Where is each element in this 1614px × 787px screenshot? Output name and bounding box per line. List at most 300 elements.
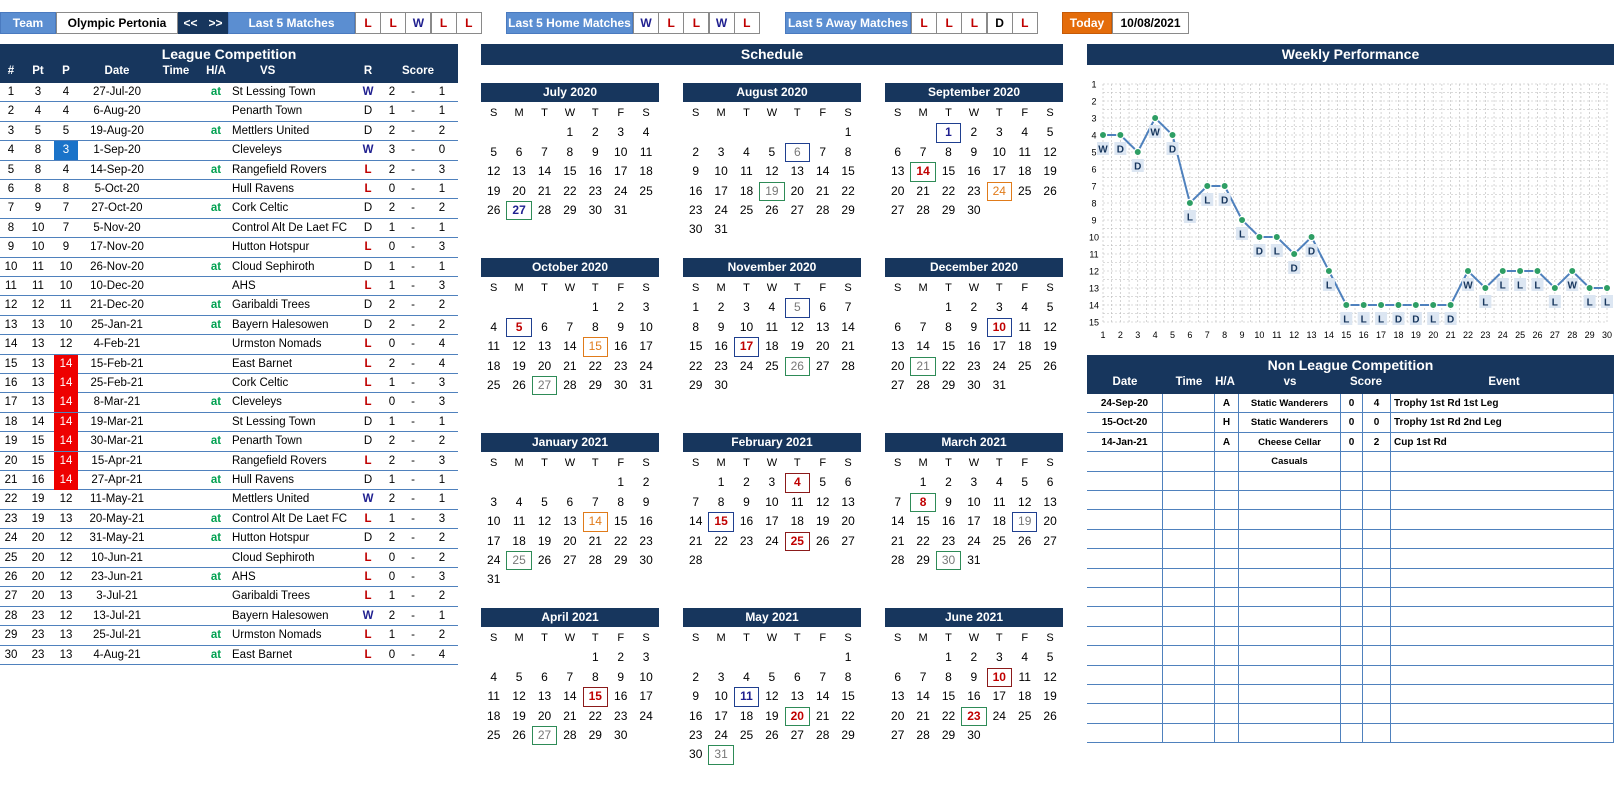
calendar-day[interactable]: 21 [537,183,552,198]
calendar-day[interactable]: 12 [512,689,526,704]
calendar-day[interactable]: 2 [970,300,978,315]
league-row[interactable] [0,568,458,587]
calendar-day[interactable]: 2 [591,125,599,140]
calendar-day[interactable]: 19 [790,339,804,354]
match-day[interactable]: 17 [734,337,759,356]
calendar-day[interactable]: 4 [995,475,1003,490]
calendar-day[interactable]: 2 [970,650,978,665]
calendar-day[interactable]: 28 [588,553,602,567]
calendar-day[interactable]: 21 [841,339,855,354]
league-row[interactable] [0,238,458,257]
calendar-day[interactable]: 8 [844,144,852,159]
calendar-day[interactable]: 19 [487,183,501,198]
calendar-day[interactable]: 24 [714,728,728,742]
match-day[interactable]: 10 [987,318,1012,337]
calendar-day[interactable]: 11 [1018,144,1031,159]
calendar-day[interactable]: 2 [945,475,952,490]
calendar-day[interactable]: 19 [1043,339,1057,354]
calendar-day[interactable]: 27 [891,728,905,742]
calendar-day[interactable]: 15 [841,689,855,704]
calendar-day[interactable]: 17 [765,514,779,529]
calendar-day[interactable]: 23 [588,183,602,198]
calendar-day[interactable]: 17 [714,183,728,198]
match-day[interactable]: 19 [1012,512,1037,531]
calendar-day[interactable]: 20 [891,183,905,198]
calendar-day[interactable]: 18 [1018,689,1032,704]
calendar-day[interactable]: 17 [639,339,653,354]
calendar-day[interactable]: 14 [537,164,552,179]
calendar-day[interactable]: 7 [692,494,700,509]
calendar-day[interactable]: 31 [714,222,728,237]
calendar-day[interactable]: 18 [790,514,804,529]
league-row[interactable] [0,102,458,121]
calendar-day[interactable]: 12 [1018,494,1032,509]
calendar-day[interactable]: 19 [816,514,830,529]
calendar-day[interactable]: 6 [894,319,902,334]
calendar-day[interactable]: 6 [894,144,902,159]
calendar-day[interactable]: 30 [689,747,703,762]
calendar-day[interactable]: 16 [967,339,981,354]
calendar-day[interactable]: 12 [1043,144,1057,159]
calendar-day[interactable]: 1 [591,650,599,665]
calendar-day[interactable]: 14 [891,514,905,529]
calendar-day[interactable]: 18 [1018,164,1032,179]
calendar-day[interactable]: 16 [614,339,628,354]
calendar-day[interactable]: 16 [689,183,703,198]
calendar-day[interactable]: 5 [1021,475,1029,490]
non-league-row[interactable] [1087,452,1614,471]
match-day[interactable]: 24 [987,182,1012,201]
calendar-day[interactable]: 19 [512,708,526,723]
calendar-day[interactable]: 5 [1046,125,1054,140]
calendar-day[interactable]: 6 [1046,475,1054,490]
calendar-day[interactable]: 2 [692,669,700,684]
calendar-day[interactable]: 28 [689,553,703,567]
match-day[interactable]: 5 [785,298,810,317]
calendar-day[interactable]: 4 [1021,125,1029,140]
calendar-day[interactable]: 16 [588,164,602,179]
calendar-day[interactable]: 12 [1043,669,1057,684]
calendar-day[interactable]: 18 [1018,339,1032,354]
match-day[interactable]: 14 [583,512,608,531]
calendar-day[interactable]: 28 [916,378,930,392]
calendar-day[interactable]: 28 [537,203,552,217]
calendar-day[interactable]: 24 [992,708,1006,723]
calendar-day[interactable]: 17 [992,689,1006,704]
calendar-day[interactable]: 7 [919,144,927,159]
calendar-day[interactable]: 12 [790,319,804,334]
calendar-day[interactable]: 10 [639,669,653,684]
calendar-day[interactable]: 2 [970,125,978,140]
calendar-day[interactable]: 9 [591,144,599,159]
calendar-day[interactable]: 14 [563,689,577,704]
league-row[interactable] [0,83,458,102]
calendar-day[interactable]: 16 [967,164,981,179]
calendar-day[interactable]: 15 [941,689,956,704]
calendar-day[interactable]: 14 [563,339,577,354]
calendar-day[interactable]: 20 [790,183,804,198]
league-row[interactable] [0,277,458,296]
calendar-day[interactable]: 9 [945,494,952,509]
calendar-day[interactable]: 9 [970,319,978,334]
calendar-day[interactable]: 12 [1043,319,1057,334]
calendar-day[interactable]: 7 [566,669,574,684]
calendar-day[interactable]: 23 [614,358,628,373]
calendar-day[interactable]: 26 [816,533,830,548]
calendar-day[interactable]: 26 [512,728,526,742]
non-league-row[interactable] [1087,569,1614,588]
calendar-day[interactable]: 11 [791,494,804,509]
calendar-day[interactable]: 29 [916,553,930,567]
calendar-day[interactable]: 26 [487,203,501,217]
calendar-day[interactable]: 22 [563,183,577,198]
calendar-day[interactable]: 13 [790,164,804,179]
calendar-day[interactable]: 29 [941,378,956,392]
calendar-day[interactable]: 14 [816,164,830,179]
calendar-day[interactable]: 6 [566,494,574,509]
calendar-day[interactable]: 19 [512,358,526,373]
calendar-day[interactable]: 22 [689,358,703,373]
league-row[interactable] [0,180,458,199]
calendar-day[interactable]: 12 [512,339,526,354]
calendar-day[interactable]: 25 [765,358,779,373]
calendar-day[interactable]: 14 [841,319,855,334]
calendar-day[interactable]: 30 [614,728,628,742]
calendar-day[interactable]: 23 [967,358,981,373]
calendar-day[interactable]: 12 [765,164,779,179]
calendar-day[interactable]: 12 [816,494,830,509]
team-name-field[interactable]: Olympic Pertonia [56,12,178,34]
calendar-day[interactable]: 18 [487,358,501,373]
calendar-day[interactable]: 9 [717,319,725,334]
calendar-day[interactable]: 2 [642,475,650,490]
non-league-row[interactable] [1087,685,1614,704]
non-league-row[interactable] [1087,666,1614,685]
calendar-day[interactable]: 21 [816,708,830,723]
calendar-day[interactable]: 6 [515,144,523,159]
league-row[interactable] [0,587,458,606]
match-day[interactable]: 15 [583,337,608,356]
match-day[interactable]: 25 [506,551,531,570]
non-league-row[interactable] [1087,530,1614,549]
non-league-row[interactable] [1087,433,1614,467]
non-league-row[interactable] [1087,413,1614,432]
calendar-day[interactable]: 28 [816,203,830,217]
league-row[interactable] [0,316,458,335]
calendar-day[interactable]: 13 [537,339,552,354]
calendar-day[interactable]: 20 [537,358,552,373]
calendar-day[interactable]: 6 [819,300,827,315]
calendar-day[interactable]: 20 [512,183,526,198]
calendar-day[interactable]: 5 [515,669,523,684]
calendar-day[interactable]: 29 [614,553,628,567]
calendar-day[interactable]: 24 [992,358,1006,373]
non-league-row[interactable] [1087,491,1614,510]
calendar-day[interactable]: 21 [816,183,830,198]
calendar-day[interactable]: 11 [765,319,779,334]
calendar-day[interactable]: 11 [1018,669,1031,684]
calendar-day[interactable]: 3 [743,300,750,315]
match-day[interactable]: 8 [910,493,935,512]
calendar-day[interactable]: 13 [790,689,804,704]
calendar-day[interactable]: 1 [591,300,599,315]
calendar-day[interactable]: 9 [692,689,700,704]
calendar-day[interactable]: 24 [639,358,653,373]
calendar-day[interactable]: 13 [891,339,905,354]
league-row[interactable] [0,296,458,315]
calendar-day[interactable]: 27 [891,378,905,392]
calendar-day[interactable]: 28 [916,203,930,217]
calendar-day[interactable]: 4 [490,319,498,334]
calendar-day[interactable]: 28 [816,728,830,742]
calendar-day[interactable]: 24 [765,533,779,548]
calendar-day[interactable]: 15 [941,339,956,354]
calendar-day[interactable]: 8 [945,669,952,684]
non-league-row[interactable] [1087,588,1614,607]
match-day[interactable]: 21 [910,357,935,376]
calendar-day[interactable]: 14 [816,689,830,704]
match-day[interactable]: 5 [506,318,531,337]
calendar-day[interactable]: 23 [689,203,703,217]
calendar-day[interactable]: 11 [993,494,1006,509]
calendar-day[interactable]: 24 [967,533,981,548]
league-row[interactable] [0,413,458,432]
next-team-button[interactable]: >> [203,12,228,34]
calendar-day[interactable]: 14 [916,339,930,354]
calendar-day[interactable]: 27 [891,203,905,217]
match-day[interactable]: 19 [759,182,784,201]
calendar-day[interactable]: 3 [768,475,776,490]
non-league-row[interactable] [1087,549,1614,568]
league-row[interactable] [0,626,458,645]
today-date-field[interactable]: 10/08/2021 [1112,12,1189,34]
calendar-day[interactable]: 24 [714,203,728,217]
match-day[interactable]: 10 [987,668,1012,687]
calendar-day[interactable]: 21 [563,358,577,373]
calendar-day[interactable]: 29 [841,728,855,742]
calendar-day[interactable]: 3 [970,475,978,490]
calendar-day[interactable]: 17 [614,164,628,179]
calendar-day[interactable]: 23 [614,708,628,723]
calendar-day[interactable]: 18 [739,183,754,198]
calendar-day[interactable]: 1 [566,125,574,140]
calendar-day[interactable]: 3 [642,300,650,315]
calendar-day[interactable]: 1 [692,300,700,315]
match-day[interactable]: 4 [785,473,810,492]
calendar-day[interactable]: 1 [844,125,852,140]
calendar-day[interactable]: 12 [487,164,501,179]
calendar-day[interactable]: 22 [614,533,628,548]
calendar-day[interactable]: 27 [1043,533,1057,548]
calendar-day[interactable]: 10 [487,514,501,529]
calendar-day[interactable]: 10 [639,319,653,334]
calendar-day[interactable]: 23 [941,533,956,548]
calendar-day[interactable]: 25 [992,533,1006,548]
calendar-day[interactable]: 27 [790,728,804,742]
calendar-day[interactable]: 20 [1043,514,1057,529]
calendar-day[interactable]: 22 [588,708,602,723]
calendar-day[interactable]: 4 [743,669,750,684]
calendar-day[interactable]: 15 [841,164,855,179]
calendar-day[interactable]: 10 [714,689,728,704]
calendar-day[interactable]: 4 [743,144,750,159]
calendar-day[interactable]: 13 [816,319,830,334]
match-day[interactable]: 27 [506,201,531,220]
calendar-day[interactable]: 19 [765,708,779,723]
calendar-day[interactable]: 26 [1018,533,1032,548]
league-row[interactable] [0,549,458,568]
calendar-day[interactable]: 24 [739,358,754,373]
calendar-day[interactable]: 5 [1046,300,1054,315]
calendar-day[interactable]: 16 [739,514,754,529]
calendar-day[interactable]: 3 [995,300,1003,315]
calendar-day[interactable]: 5 [1046,650,1054,665]
calendar-day[interactable]: 6 [541,669,548,684]
calendar-day[interactable]: 31 [487,572,501,587]
calendar-day[interactable]: 8 [945,319,952,334]
calendar-day[interactable]: 16 [714,339,728,354]
calendar-day[interactable]: 22 [941,708,956,723]
calendar-day[interactable]: 7 [819,669,827,684]
calendar-day[interactable]: 28 [841,358,855,373]
calendar-day[interactable]: 6 [541,319,548,334]
calendar-day[interactable]: 9 [617,319,625,334]
calendar-day[interactable]: 18 [639,164,653,179]
calendar-day[interactable]: 11 [487,339,500,354]
calendar-day[interactable]: 14 [916,689,930,704]
calendar-day[interactable]: 31 [614,203,628,217]
match-day[interactable]: 15 [708,512,733,531]
calendar-day[interactable]: 19 [1043,689,1057,704]
calendar-day[interactable]: 7 [919,669,927,684]
calendar-day[interactable]: 26 [537,553,552,567]
calendar-day[interactable]: 22 [841,708,855,723]
calendar-day[interactable]: 26 [765,728,779,742]
calendar-day[interactable]: 12 [765,689,779,704]
calendar-day[interactable]: 29 [689,378,703,392]
calendar-day[interactable]: 5 [490,144,498,159]
league-row[interactable] [0,646,458,665]
calendar-day[interactable]: 3 [995,650,1003,665]
match-day[interactable]: 27 [532,376,557,395]
calendar-day[interactable]: 4 [768,300,776,315]
calendar-day[interactable]: 1 [844,650,852,665]
calendar-day[interactable]: 1 [717,475,725,490]
league-row[interactable] [0,607,458,626]
calendar-day[interactable]: 16 [639,514,653,529]
calendar-day[interactable]: 22 [841,183,855,198]
calendar-day[interactable]: 2 [717,300,725,315]
calendar-day[interactable]: 23 [689,728,703,742]
calendar-day[interactable]: 19 [537,533,552,548]
match-day[interactable]: 30 [936,551,961,570]
match-day[interactable]: 23 [961,707,986,726]
match-day[interactable]: 15 [583,687,608,706]
calendar-day[interactable]: 8 [591,319,599,334]
calendar-day[interactable]: 18 [992,514,1006,529]
calendar-day[interactable]: 31 [967,553,981,567]
non-league-row[interactable] [1087,646,1614,665]
match-day[interactable]: 11 [734,687,759,706]
calendar-day[interactable]: 13 [891,164,905,179]
calendar-day[interactable]: 29 [563,203,577,217]
calendar-day[interactable]: 17 [992,339,1006,354]
calendar-day[interactable]: 2 [617,650,625,665]
calendar-day[interactable]: 5 [768,144,776,159]
calendar-day[interactable]: 21 [916,708,930,723]
league-row[interactable] [0,219,458,238]
calendar-day[interactable]: 25 [1018,183,1032,198]
calendar-day[interactable]: 23 [714,358,728,373]
calendar-day[interactable]: 3 [617,125,625,140]
match-day[interactable]: 27 [532,726,557,745]
calendar-day[interactable]: 11 [639,144,653,159]
calendar-day[interactable]: 4 [490,669,498,684]
calendar-day[interactable]: 11 [740,164,753,179]
calendar-day[interactable]: 3 [490,494,498,509]
calendar-day[interactable]: 25 [1018,708,1032,723]
calendar-day[interactable]: 5 [768,669,776,684]
calendar-day[interactable]: 11 [487,689,500,704]
calendar-day[interactable]: 14 [689,514,703,529]
calendar-day[interactable]: 30 [614,378,628,392]
calendar-day[interactable]: 16 [614,689,628,704]
league-row[interactable] [0,141,458,160]
calendar-day[interactable]: 4 [1021,650,1029,665]
calendar-day[interactable]: 28 [891,553,905,567]
calendar-day[interactable]: 17 [487,533,501,548]
non-league-row[interactable] [1087,472,1614,491]
calendar-day[interactable]: 22 [941,183,956,198]
calendar-day[interactable]: 30 [588,203,602,217]
calendar-day[interactable]: 15 [941,164,956,179]
calendar-day[interactable]: 9 [970,144,978,159]
calendar-day[interactable]: 13 [841,494,855,509]
calendar-day[interactable]: 9 [743,494,750,509]
league-row[interactable] [0,355,458,374]
non-league-row[interactable] [1087,394,1614,413]
calendar-day[interactable]: 9 [970,669,978,684]
calendar-day[interactable]: 8 [717,494,725,509]
calendar-day[interactable]: 8 [617,494,625,509]
calendar-day[interactable]: 26 [512,378,526,392]
calendar-day[interactable]: 5 [819,475,827,490]
calendar-day[interactable]: 3 [717,669,725,684]
calendar-day[interactable]: 18 [512,533,526,548]
calendar-day[interactable]: 22 [941,358,956,373]
calendar-day[interactable]: 20 [816,339,830,354]
calendar-day[interactable]: 7 [591,494,599,509]
calendar-day[interactable]: 31 [639,378,653,392]
calendar-day[interactable]: 30 [967,728,981,742]
calendar-day[interactable]: 15 [916,514,930,529]
match-day[interactable]: 31 [708,745,733,764]
calendar-day[interactable]: 26 [1043,183,1057,198]
calendar-day[interactable]: 2 [743,475,750,490]
calendar-day[interactable]: 6 [894,669,902,684]
calendar-day[interactable]: 7 [894,494,902,509]
league-row[interactable] [0,471,458,490]
calendar-day[interactable]: 21 [689,533,703,548]
calendar-day[interactable]: 24 [639,708,653,723]
calendar-day[interactable]: 7 [844,300,852,315]
calendar-day[interactable]: 1 [919,475,927,490]
league-row[interactable] [0,374,458,393]
calendar-day[interactable]: 7 [541,144,548,159]
calendar-day[interactable]: 26 [1043,708,1057,723]
non-league-row[interactable] [1087,627,1614,646]
calendar-day[interactable]: 15 [614,514,628,529]
